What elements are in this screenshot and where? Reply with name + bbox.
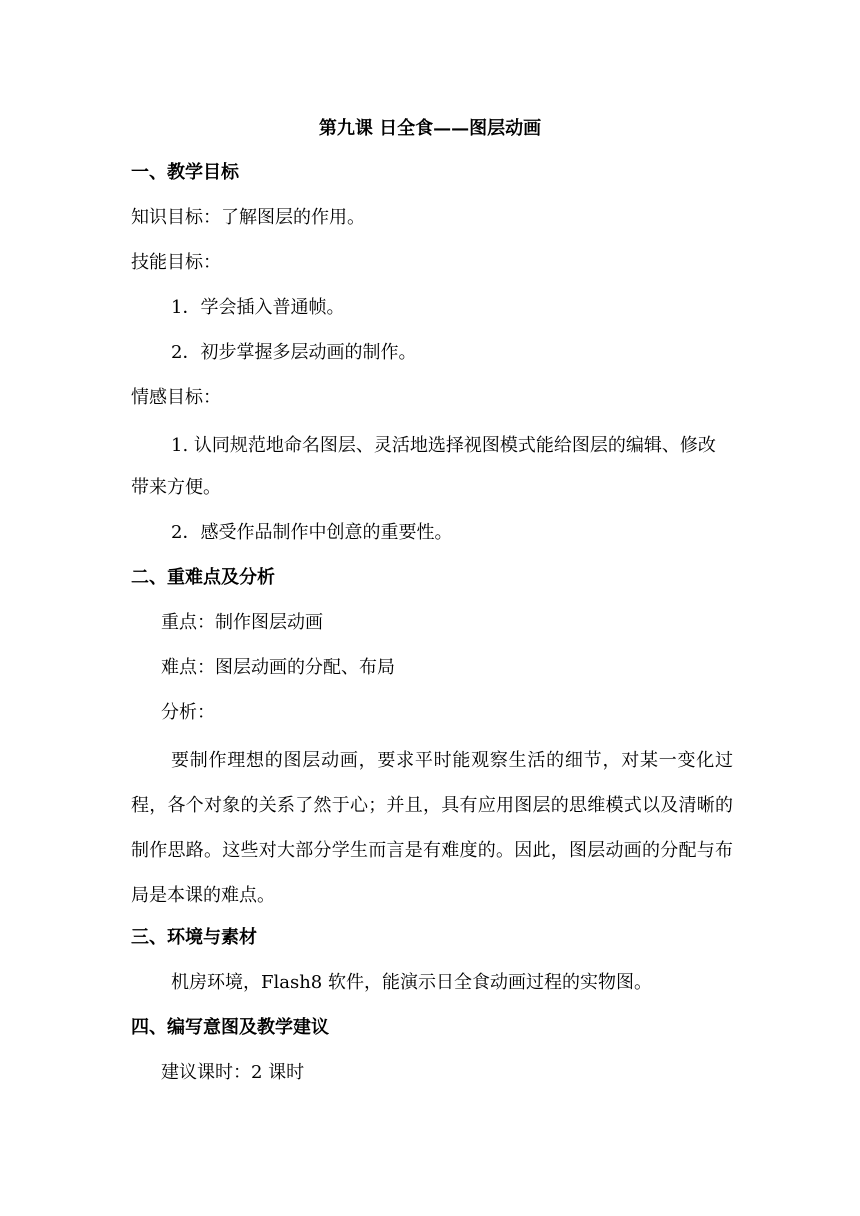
- skill-item: 2．初步掌握多层动画的制作。: [171, 342, 417, 363]
- section-heading-environment: 三、环境与素材: [131, 927, 257, 948]
- suggested-hours: 建议课时：2 课时: [161, 1062, 305, 1083]
- skill-item: 1．学会插入普通帧。: [171, 297, 345, 318]
- emotion-item: 1. 认同规范地命名图层、灵活地选择视图模式能给图层的编辑、修改带来方便。: [131, 435, 716, 498]
- document-title: 第九课 日全食——图层动画: [318, 118, 542, 139]
- skill-objective-label: 技能目标：: [131, 252, 221, 273]
- emotion-item: 2．感受作品制作中创意的重要性。: [171, 522, 453, 543]
- analysis-paragraph: 要制作理想的图层动画，要求平时能观察生活的细节，对某一变化过程，各个对象的关系了然于心；并且，具有应用图层的思维模式以及清晰的制作思路。这些对大部分学生而言是有难度的。因此，图层动画的分配与布局是本课的难点。: [131, 750, 733, 906]
- section-heading-writing-intent: 四、编写意图及教学建议: [131, 1017, 329, 1038]
- section-heading-key-points: 二、重难点及分析: [131, 567, 275, 588]
- environment-text: 机房环境，Flash8 软件，能演示日全食动画过程的实物图。: [171, 972, 652, 993]
- analysis-label: 分析：: [161, 702, 215, 723]
- key-point: 重点：制作图层动画: [161, 612, 323, 633]
- emotion-objective-label: 情感目标：: [131, 387, 221, 408]
- knowledge-objective: 知识目标：了解图层的作用。: [131, 207, 365, 228]
- difficult-point: 难点：图层动画的分配、布局: [161, 657, 395, 678]
- section-heading-objectives: 一、教学目标: [131, 162, 239, 183]
